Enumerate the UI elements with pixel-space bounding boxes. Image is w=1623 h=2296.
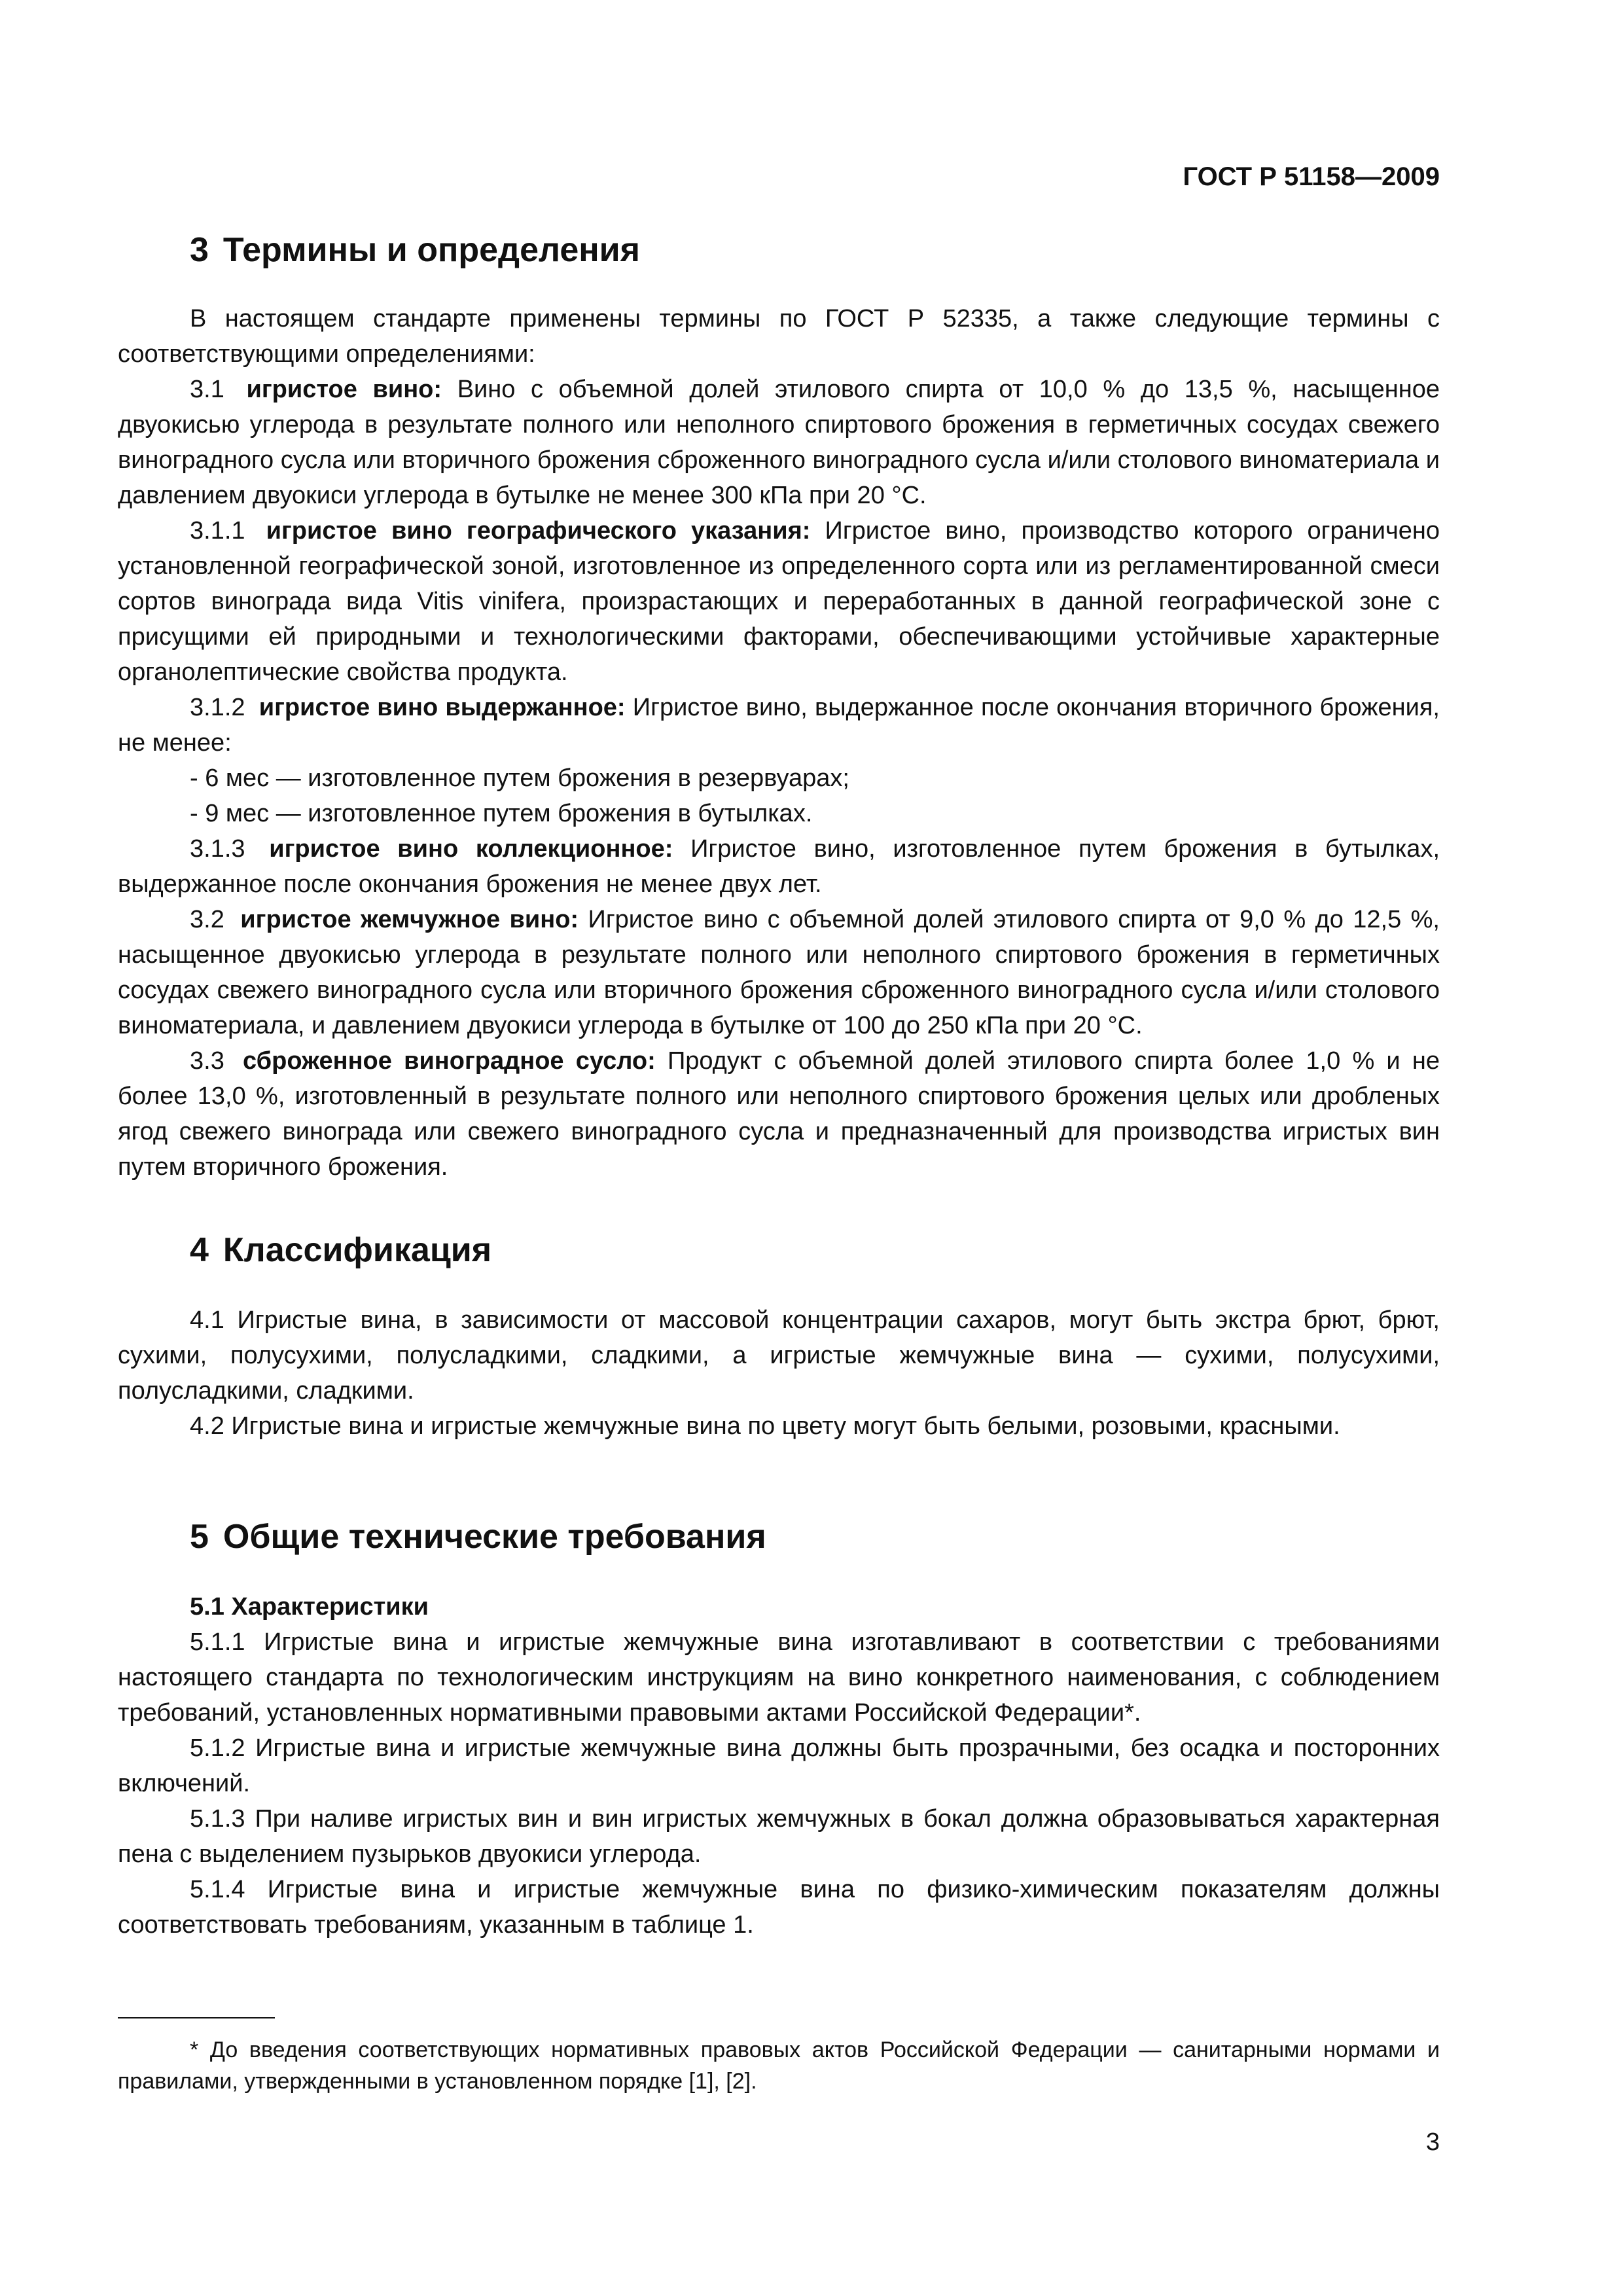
- subsection-5-1-heading: 5.1 Характеристики: [190, 1593, 429, 1621]
- section-4-heading: [190, 1230, 491, 1270]
- paragraph-4-2: 4.2 Игристые вина и игристые жемчужные вина по цвету могут быть белыми, розовыми, красными.: [190, 1412, 1340, 1440]
- paragraph-5-1-3: 5.1.3 При наливе игристых вин и вин игристых жемчужных в бокал должна образовываться характерная пена с выделением пузырьков двуокиси углерода.: [118, 1805, 1440, 1868]
- section-number: 3: [190, 231, 209, 269]
- standard-code: ГОСТ Р 51158—2009: [1183, 162, 1440, 191]
- term-name: игристое вино:: [246, 376, 442, 403]
- term-definition: Игристое вино с объемной долей этилового спирта от 9,0 % до 12,5 %, насыщенное двуокисью углерода в результате полного или неполного спиртового брожения в герметичных сосудах свежего виноградного сусла или вторичного брожения сброженного виноградного сусла и/или столового виноматериала, и давлением двуокиси углерода в бутылке от 100 до 250 кПа при 20 °С.: [118, 906, 1440, 1039]
- intro-paragraph: В настоящем стандарте применены термины по ГОСТ Р 52335, а также следующие термины с соответствующими определениями:: [118, 305, 1440, 368]
- section-4-body: [118, 1302, 1440, 1444]
- term-definition: Игристое вино, производство которого ограничено установленной географической зоной, изготовленное из определенного сорта или из регламентированной смеси сортов винограда вида Vitis vinifera, произрастающих и переработанных в данной географической зоне с присущими ей природными и технологическими факторами, обеспечивающими устойчивые характерные органолептические свойства продукта.: [118, 517, 1440, 686]
- section-title: Общие технические требования: [223, 1518, 766, 1556]
- term-3-1-2: [118, 690, 1440, 761]
- term-definition: Игристое вино, изготовленное путем брожения в бутылках, выдержанное после окончания брожения не менее двух лет.: [118, 835, 1440, 898]
- term-number: 3.2: [190, 906, 224, 933]
- footnote: * До введения соответствующих нормативных правовых актов Российской Федерации — санитарными нормами и правилами, утвержденными в установленном порядке [1], [2].: [118, 2037, 1440, 2094]
- section-3-heading: [190, 230, 640, 270]
- term-number: 3.1.3: [190, 835, 245, 863]
- section-5-body: [118, 1589, 1440, 1943]
- term-name: игристое вино коллекционное:: [269, 835, 673, 863]
- paragraph-5-1-1: 5.1.1 Игристые вина и игристые жемчужные вина изготавливают в соответствии с требованиями настоящего стандарта по технологическим инструкциям на вино конкретного наименования, с соблюдением требований, установленных нормативными правовыми актами Российской Федерации*.: [118, 1628, 1440, 1727]
- term-name: игристое вино выдержанное:: [259, 694, 626, 721]
- document-page: [118, 0, 1440, 2296]
- section-title: Классификация: [223, 1231, 492, 1269]
- section-title: Термины и определения: [223, 231, 640, 269]
- term-number: 3.1: [190, 376, 224, 403]
- term-definition: Игристое вино, выдержанное после окончания вторичного брожения, не менее:: [118, 694, 1440, 757]
- list-item: - 9 мес — изготовленное путем брожения в бутылках.: [190, 800, 813, 827]
- term-definition: Вино с объемной долей этилового спирта от 10,0 % до 13,5 %, насыщенное двуокисью углерода в результате полного или неполного спиртового брожения в герметичных сосудах свежего виноградного сусла или вторичного брожения сброженного виноградного сусла и/или столового виноматериала и давлением двуокиси углерода в бутылке не менее 300 кПа при 20 °С.: [118, 376, 1440, 509]
- term-3-2: [118, 902, 1440, 1043]
- term-name: игристое вино географического указания:: [266, 517, 811, 545]
- paragraph-5-1-2: 5.1.2 Игристые вина и игристые жемчужные вина должны быть прозрачными, без осадка и посторонних включений.: [118, 1734, 1440, 1797]
- term-3-1: [118, 372, 1440, 513]
- term-name: игристое жемчужное вино:: [240, 906, 579, 933]
- term-number: 3.1.2: [190, 694, 245, 721]
- section-number: 5: [190, 1518, 209, 1556]
- term-definition: Продукт с объемной долей этилового спирта более 1,0 % и не более 13,0 %, изготовленный в результате полного или неполного спиртового брожения целых или дробленых ягод свежего винограда или свежего виноградного сусла и предназначенный для производства игристых вин путем вторичного брожения.: [118, 1047, 1440, 1181]
- page-number: 3: [1425, 2128, 1440, 2156]
- section-number: 4: [190, 1231, 209, 1269]
- term-number: 3.1.1: [190, 517, 245, 545]
- paragraph-5-1-4: 5.1.4 Игристые вина и игристые жемчужные вина по физико-химическим показателям должны соответствовать требованиям, указанным в таблице 1.: [118, 1876, 1440, 1939]
- section-5-heading: [190, 1517, 766, 1556]
- term-3-3: [118, 1043, 1440, 1185]
- term-number: 3.3: [190, 1047, 224, 1075]
- section-3-body: [118, 301, 1440, 1185]
- list-item: - 6 мес — изготовленное путем брожения в резервуарах;: [190, 764, 849, 792]
- term-3-1-1: [118, 513, 1440, 690]
- term-name: сброженное виноградное сусло:: [243, 1047, 656, 1075]
- paragraph-4-1: 4.1 Игристые вина, в зависимости от массовой концентрации сахаров, могут быть экстра брют, брют, сухими, полусухими, полусладкими, сладкими, а игристые жемчужные вина — сухими, полусухими, полусладкими, сладкими.: [118, 1306, 1440, 1405]
- footnote-divider: [118, 2017, 275, 2018]
- term-3-1-3: [118, 831, 1440, 902]
